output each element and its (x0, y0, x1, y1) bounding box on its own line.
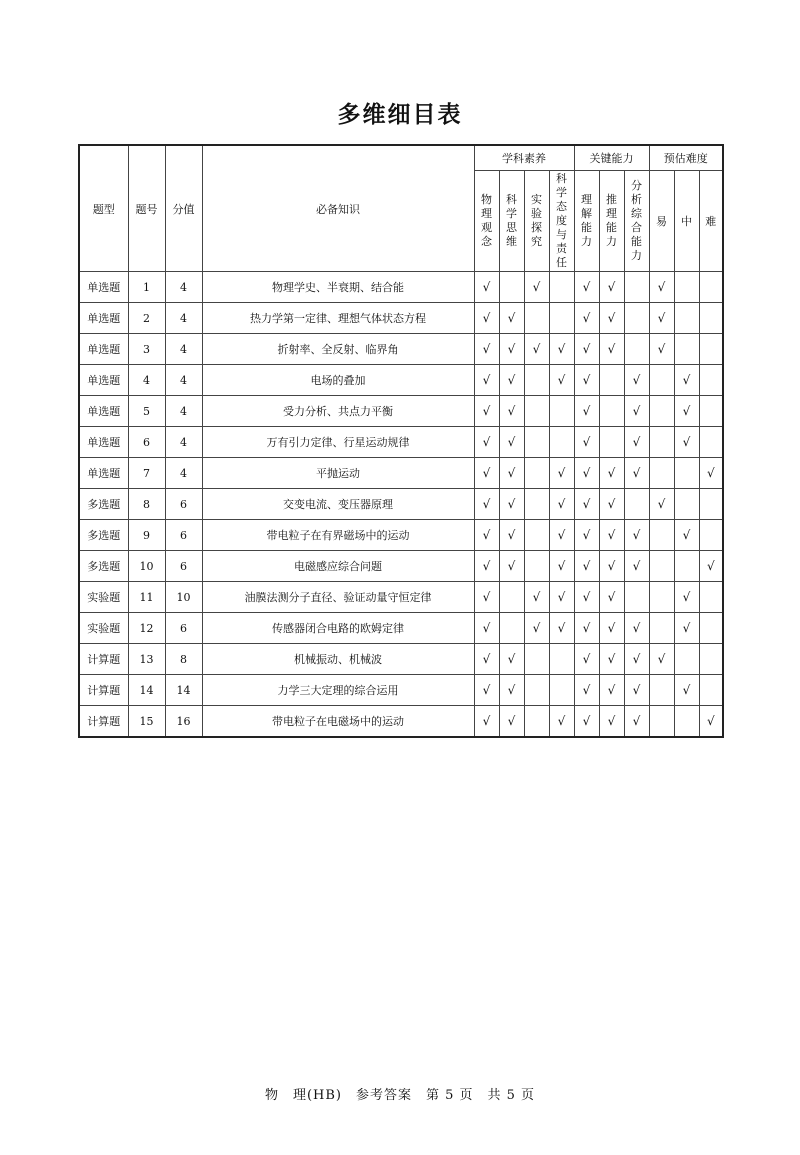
check-cell: √ (499, 365, 524, 396)
cell-score: 6 (165, 520, 202, 551)
check-cell: √ (699, 706, 723, 738)
check-cell: √ (624, 551, 649, 582)
check-cell: √ (649, 272, 674, 303)
check-cell (699, 582, 723, 613)
check-cell (624, 489, 649, 520)
check-cell: √ (549, 582, 574, 613)
check-cell: √ (674, 675, 699, 706)
check-cell (674, 303, 699, 334)
check-cell (549, 272, 574, 303)
check-cell (674, 551, 699, 582)
check-cell (699, 489, 723, 520)
cell-score: 4 (165, 427, 202, 458)
cell-knowledge: 传感器闭合电路的欧姆定律 (202, 613, 474, 644)
check-cell: √ (624, 644, 649, 675)
check-cell (674, 489, 699, 520)
check-cell: √ (474, 644, 499, 675)
check-cell (649, 427, 674, 458)
check-cell: √ (549, 334, 574, 365)
check-cell (674, 458, 699, 489)
check-cell: √ (624, 706, 649, 738)
check-cell (499, 613, 524, 644)
header-sub-reasoning: 推理能力 (599, 171, 624, 272)
check-cell (599, 365, 624, 396)
specification-table (78, 144, 724, 738)
table-row (79, 706, 723, 738)
cell-type: 计算题 (79, 644, 128, 675)
cell-score: 14 (165, 675, 202, 706)
cell-number: 14 (128, 675, 165, 706)
cell-type: 单选题 (79, 334, 128, 365)
check-cell (649, 458, 674, 489)
check-cell: √ (599, 582, 624, 613)
cell-type: 多选题 (79, 520, 128, 551)
check-cell: √ (599, 520, 624, 551)
check-cell (674, 706, 699, 738)
check-cell (699, 644, 723, 675)
cell-number: 12 (128, 613, 165, 644)
cell-score: 6 (165, 613, 202, 644)
check-cell (674, 272, 699, 303)
check-cell: √ (474, 365, 499, 396)
check-cell: √ (524, 334, 549, 365)
check-cell (524, 489, 549, 520)
check-cell (624, 582, 649, 613)
check-cell: √ (549, 458, 574, 489)
header-sub-medium: 中 (674, 171, 699, 272)
check-cell (649, 675, 674, 706)
check-cell: √ (674, 613, 699, 644)
check-cell: √ (549, 613, 574, 644)
check-cell: √ (574, 551, 599, 582)
header-knowledge: 必备知识 (202, 145, 474, 272)
check-cell (699, 613, 723, 644)
check-cell (699, 365, 723, 396)
table-row (79, 489, 723, 520)
check-cell (699, 303, 723, 334)
cell-score: 6 (165, 489, 202, 520)
check-cell: √ (624, 520, 649, 551)
page-title: 多维细目表 (337, 102, 463, 128)
cell-number: 15 (128, 706, 165, 738)
check-cell: √ (574, 675, 599, 706)
check-cell: √ (699, 458, 723, 489)
header-sub-analysis: 分析综合能力 (624, 171, 649, 272)
check-cell (524, 396, 549, 427)
cell-type: 单选题 (79, 427, 128, 458)
cell-knowledge: 交变电流、变压器原理 (202, 489, 474, 520)
check-cell: √ (499, 520, 524, 551)
check-cell: √ (499, 334, 524, 365)
check-cell: √ (624, 613, 649, 644)
check-cell: √ (499, 303, 524, 334)
check-cell (649, 551, 674, 582)
header-sub-physics-concept: 物理观念 (474, 171, 499, 272)
check-cell: √ (549, 365, 574, 396)
check-cell (699, 334, 723, 365)
check-cell: √ (574, 520, 599, 551)
check-cell (699, 272, 723, 303)
check-cell: √ (474, 520, 499, 551)
cell-type: 单选题 (79, 396, 128, 427)
header-sub-scientific-thinking: 科学思维 (499, 171, 524, 272)
cell-score: 4 (165, 303, 202, 334)
check-cell: √ (624, 427, 649, 458)
check-cell: √ (699, 551, 723, 582)
check-cell: √ (599, 458, 624, 489)
check-cell (549, 644, 574, 675)
cell-score: 4 (165, 365, 202, 396)
cell-knowledge: 折射率、全反射、临界角 (202, 334, 474, 365)
cell-number: 7 (128, 458, 165, 489)
cell-score: 4 (165, 334, 202, 365)
cell-knowledge: 受力分析、共点力平衡 (202, 396, 474, 427)
check-cell (699, 520, 723, 551)
cell-knowledge: 带电粒子在电磁场中的运动 (202, 706, 474, 738)
cell-number: 5 (128, 396, 165, 427)
cell-type: 单选题 (79, 272, 128, 303)
check-cell: √ (574, 272, 599, 303)
check-cell: √ (624, 458, 649, 489)
cell-score: 16 (165, 706, 202, 738)
header-sub-understanding: 理解能力 (574, 171, 599, 272)
table-row (79, 520, 723, 551)
check-cell: √ (549, 489, 574, 520)
header-sub-attitude: 科学态度与责任 (549, 171, 574, 272)
cell-type: 单选题 (79, 365, 128, 396)
check-cell: √ (574, 427, 599, 458)
check-cell (599, 427, 624, 458)
table-row (79, 334, 723, 365)
check-cell: √ (649, 489, 674, 520)
cell-type: 单选题 (79, 303, 128, 334)
check-cell (649, 613, 674, 644)
check-cell: √ (624, 365, 649, 396)
check-cell (524, 427, 549, 458)
check-cell: √ (599, 551, 624, 582)
cell-knowledge: 机械振动、机械波 (202, 644, 474, 675)
cell-score: 6 (165, 551, 202, 582)
check-cell: √ (674, 396, 699, 427)
table-row (79, 644, 723, 675)
check-cell: √ (474, 334, 499, 365)
check-cell: √ (574, 365, 599, 396)
check-cell: √ (474, 396, 499, 427)
check-cell (699, 675, 723, 706)
cell-type: 计算题 (79, 706, 128, 738)
check-cell (624, 272, 649, 303)
check-cell (499, 582, 524, 613)
check-cell: √ (499, 458, 524, 489)
check-cell (549, 396, 574, 427)
check-cell: √ (624, 675, 649, 706)
cell-number: 8 (128, 489, 165, 520)
check-cell: √ (574, 396, 599, 427)
table-row (79, 551, 723, 582)
cell-number: 1 (128, 272, 165, 303)
table-row (79, 272, 723, 303)
check-cell (674, 644, 699, 675)
header-sub-easy: 易 (649, 171, 674, 272)
cell-number: 9 (128, 520, 165, 551)
check-cell: √ (599, 706, 624, 738)
check-cell: √ (474, 675, 499, 706)
cell-type: 实验题 (79, 582, 128, 613)
header-group-difficulty: 预估难度 (649, 145, 723, 171)
check-cell: √ (624, 396, 649, 427)
check-cell (524, 551, 549, 582)
table-row (79, 458, 723, 489)
cell-knowledge: 物理学史、半衰期、结合能 (202, 272, 474, 303)
check-cell: √ (474, 427, 499, 458)
check-cell (649, 396, 674, 427)
header-type: 题型 (79, 145, 128, 272)
check-cell (524, 365, 549, 396)
check-cell: √ (574, 613, 599, 644)
check-cell (549, 427, 574, 458)
header-sub-experiment: 实验探究 (524, 171, 549, 272)
cell-knowledge: 带电粒子在有界磁场中的运动 (202, 520, 474, 551)
check-cell: √ (599, 613, 624, 644)
check-cell: √ (499, 706, 524, 738)
table-row (79, 675, 723, 706)
check-cell (524, 675, 549, 706)
cell-knowledge: 力学三大定理的综合运用 (202, 675, 474, 706)
check-cell: √ (524, 272, 549, 303)
check-cell: √ (499, 675, 524, 706)
header-group-ability: 关键能力 (574, 145, 649, 171)
check-cell: √ (599, 675, 624, 706)
check-cell: √ (674, 520, 699, 551)
cell-number: 4 (128, 365, 165, 396)
check-cell (624, 334, 649, 365)
check-cell (499, 272, 524, 303)
cell-type: 实验题 (79, 613, 128, 644)
check-cell: √ (574, 334, 599, 365)
check-cell: √ (549, 520, 574, 551)
cell-score: 4 (165, 396, 202, 427)
check-cell: √ (674, 427, 699, 458)
check-cell: √ (474, 272, 499, 303)
table-row (79, 613, 723, 644)
cell-number: 11 (128, 582, 165, 613)
cell-number: 10 (128, 551, 165, 582)
check-cell: √ (599, 334, 624, 365)
check-cell: √ (499, 427, 524, 458)
check-cell (599, 396, 624, 427)
header-score: 分值 (165, 145, 202, 272)
check-cell: √ (649, 303, 674, 334)
check-cell (649, 582, 674, 613)
check-cell: √ (599, 489, 624, 520)
check-cell: √ (674, 582, 699, 613)
check-cell: √ (474, 489, 499, 520)
check-cell: √ (549, 551, 574, 582)
check-cell (699, 427, 723, 458)
check-cell (699, 396, 723, 427)
check-cell: √ (524, 613, 549, 644)
check-cell (524, 303, 549, 334)
check-cell (649, 706, 674, 738)
check-cell (524, 520, 549, 551)
cell-knowledge: 电场的叠加 (202, 365, 474, 396)
check-cell: √ (599, 272, 624, 303)
check-cell (549, 675, 574, 706)
header-number: 题号 (128, 145, 165, 272)
cell-type: 多选题 (79, 551, 128, 582)
check-cell: √ (499, 489, 524, 520)
check-cell: √ (474, 582, 499, 613)
check-cell: √ (524, 582, 549, 613)
cell-type: 多选题 (79, 489, 128, 520)
table-body (79, 272, 723, 738)
table-row (79, 365, 723, 396)
check-cell: √ (649, 644, 674, 675)
check-cell: √ (574, 458, 599, 489)
table-row (79, 582, 723, 613)
check-cell: √ (474, 551, 499, 582)
cell-knowledge: 热力学第一定律、理想气体状态方程 (202, 303, 474, 334)
check-cell: √ (674, 365, 699, 396)
check-cell (649, 520, 674, 551)
check-cell: √ (574, 489, 599, 520)
cell-score: 10 (165, 582, 202, 613)
check-cell (624, 303, 649, 334)
check-cell: √ (499, 551, 524, 582)
check-cell: √ (474, 458, 499, 489)
cell-score: 4 (165, 458, 202, 489)
check-cell: √ (599, 644, 624, 675)
check-cell (524, 458, 549, 489)
table-row (79, 427, 723, 458)
cell-knowledge: 平抛运动 (202, 458, 474, 489)
cell-number: 13 (128, 644, 165, 675)
check-cell: √ (649, 334, 674, 365)
cell-number: 6 (128, 427, 165, 458)
check-cell: √ (499, 644, 524, 675)
page-footer: 物 理(HB) 参考答案 第 5 页 共 5 页 (264, 1088, 536, 1103)
cell-number: 2 (128, 303, 165, 334)
cell-type: 计算题 (79, 675, 128, 706)
header-group-literacy: 学科素养 (474, 145, 574, 171)
check-cell (524, 644, 549, 675)
check-cell (674, 334, 699, 365)
check-cell: √ (474, 706, 499, 738)
check-cell (549, 303, 574, 334)
check-cell: √ (499, 396, 524, 427)
check-cell: √ (549, 706, 574, 738)
check-cell: √ (599, 303, 624, 334)
check-cell (524, 706, 549, 738)
cell-score: 4 (165, 272, 202, 303)
check-cell: √ (474, 613, 499, 644)
check-cell: √ (574, 706, 599, 738)
cell-score: 8 (165, 644, 202, 675)
table-row (79, 396, 723, 427)
cell-knowledge: 电磁感应综合问题 (202, 551, 474, 582)
table-row (79, 303, 723, 334)
cell-knowledge: 油膜法测分子直径、验证动量守恒定律 (202, 582, 474, 613)
check-cell (649, 365, 674, 396)
cell-type: 单选题 (79, 458, 128, 489)
cell-number: 3 (128, 334, 165, 365)
header-sub-hard: 难 (699, 171, 723, 272)
check-cell: √ (574, 644, 599, 675)
check-cell: √ (574, 303, 599, 334)
cell-knowledge: 万有引力定律、行星运动规律 (202, 427, 474, 458)
check-cell: √ (474, 303, 499, 334)
check-cell: √ (574, 582, 599, 613)
